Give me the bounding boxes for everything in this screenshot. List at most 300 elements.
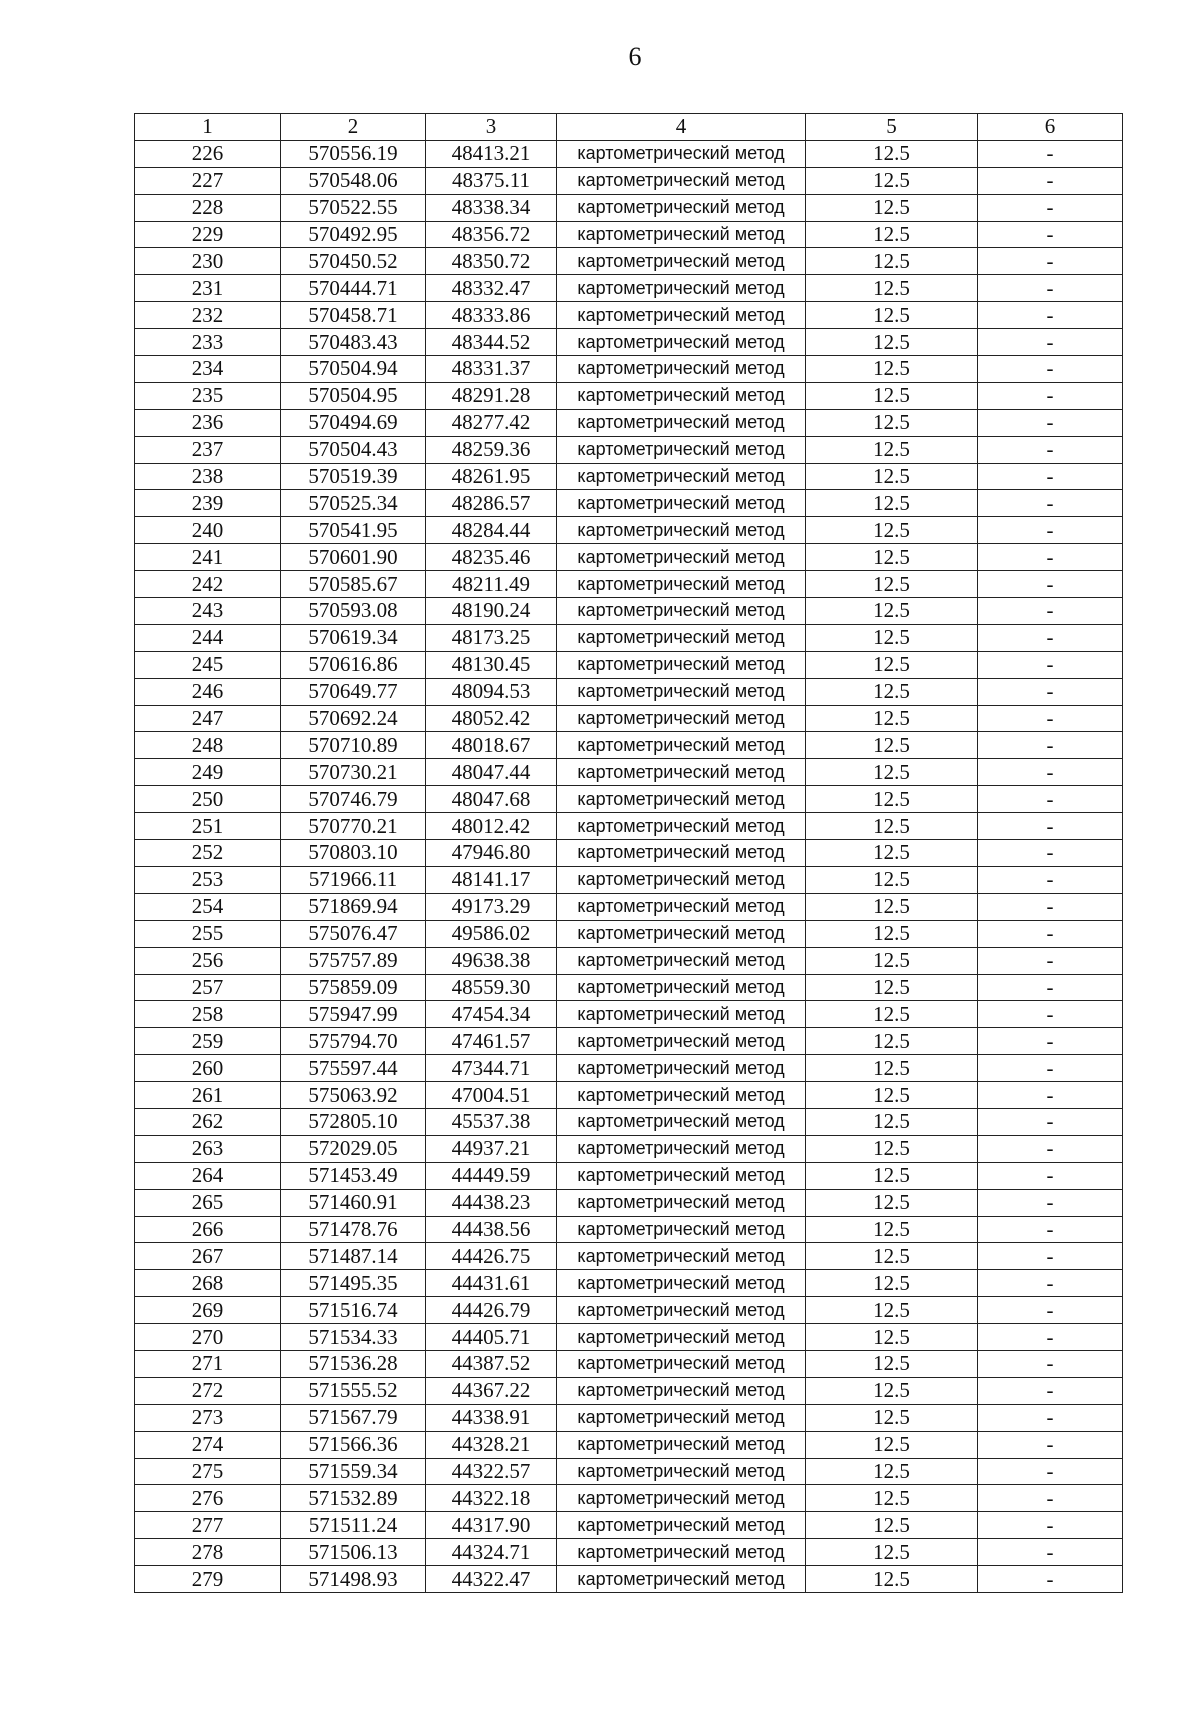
x-coordinate-cell: 571516.74 bbox=[281, 1297, 426, 1324]
y-coordinate-cell: 44367.22 bbox=[426, 1377, 557, 1404]
method-cell: картометрический метод bbox=[557, 490, 806, 517]
y-coordinate-cell: 48338.34 bbox=[426, 194, 557, 221]
table-row bbox=[135, 571, 1123, 598]
accuracy-cell: 12.5 bbox=[806, 893, 978, 920]
y-coordinate-cell: 47454.34 bbox=[426, 1001, 557, 1028]
method-cell: картометрический метод bbox=[557, 167, 806, 194]
table-row bbox=[135, 356, 1123, 383]
note-cell: - bbox=[978, 1297, 1123, 1324]
note-cell: - bbox=[978, 517, 1123, 544]
y-coordinate-cell: 48277.42 bbox=[426, 409, 557, 436]
point-number-cell: 270 bbox=[135, 1324, 281, 1351]
method-cell: картометрический метод bbox=[557, 140, 806, 167]
accuracy-cell: 12.5 bbox=[806, 490, 978, 517]
table-row bbox=[135, 1001, 1123, 1028]
table-row bbox=[135, 544, 1123, 571]
note-cell: - bbox=[978, 329, 1123, 356]
note-cell: - bbox=[978, 1458, 1123, 1485]
method-cell: картометрический метод bbox=[557, 1485, 806, 1512]
note-cell: - bbox=[978, 1189, 1123, 1216]
method-cell: картометрический метод bbox=[557, 1162, 806, 1189]
method-cell: картометрический метод bbox=[557, 1512, 806, 1539]
note-cell: - bbox=[978, 409, 1123, 436]
accuracy-cell: 12.5 bbox=[806, 759, 978, 786]
point-number-cell: 271 bbox=[135, 1350, 281, 1377]
table-row bbox=[135, 463, 1123, 490]
point-number-cell: 246 bbox=[135, 678, 281, 705]
table-row bbox=[135, 624, 1123, 651]
accuracy-cell: 12.5 bbox=[806, 1270, 978, 1297]
accuracy-cell: 12.5 bbox=[806, 866, 978, 893]
table-row bbox=[135, 1539, 1123, 1566]
point-number-cell: 242 bbox=[135, 571, 281, 598]
table-row bbox=[135, 893, 1123, 920]
point-number-cell: 266 bbox=[135, 1216, 281, 1243]
point-number-cell: 254 bbox=[135, 893, 281, 920]
point-number-cell: 241 bbox=[135, 544, 281, 571]
accuracy-cell: 12.5 bbox=[806, 1135, 978, 1162]
point-number-cell: 267 bbox=[135, 1243, 281, 1270]
table-row bbox=[135, 1216, 1123, 1243]
method-cell: картометрический метод bbox=[557, 732, 806, 759]
method-cell: картометрический метод bbox=[557, 1189, 806, 1216]
x-coordinate-cell: 575757.89 bbox=[281, 947, 426, 974]
table-row bbox=[135, 275, 1123, 302]
table-row bbox=[135, 329, 1123, 356]
note-cell: - bbox=[978, 1055, 1123, 1082]
y-coordinate-cell: 44324.71 bbox=[426, 1539, 557, 1566]
x-coordinate-cell: 570519.39 bbox=[281, 463, 426, 490]
point-number-cell: 232 bbox=[135, 302, 281, 329]
y-coordinate-cell: 44405.71 bbox=[426, 1324, 557, 1351]
method-cell: картометрический метод bbox=[557, 786, 806, 813]
y-coordinate-cell: 48012.42 bbox=[426, 813, 557, 840]
accuracy-cell: 12.5 bbox=[806, 248, 978, 275]
table-row bbox=[135, 1377, 1123, 1404]
accuracy-cell: 12.5 bbox=[806, 517, 978, 544]
method-cell: картометрический метод bbox=[557, 1350, 806, 1377]
method-cell: картометрический метод bbox=[557, 544, 806, 571]
method-cell: картометрический метод bbox=[557, 678, 806, 705]
accuracy-cell: 12.5 bbox=[806, 1404, 978, 1431]
point-number-cell: 245 bbox=[135, 651, 281, 678]
y-coordinate-cell: 48333.86 bbox=[426, 302, 557, 329]
note-cell: - bbox=[978, 598, 1123, 625]
y-coordinate-cell: 48130.45 bbox=[426, 651, 557, 678]
x-coordinate-cell: 571559.34 bbox=[281, 1458, 426, 1485]
y-coordinate-cell: 48141.17 bbox=[426, 866, 557, 893]
method-cell: картометрический метод bbox=[557, 1028, 806, 1055]
note-cell: - bbox=[978, 786, 1123, 813]
accuracy-cell: 12.5 bbox=[806, 598, 978, 625]
method-cell: картометрический метод bbox=[557, 813, 806, 840]
x-coordinate-cell: 571487.14 bbox=[281, 1243, 426, 1270]
note-cell: - bbox=[978, 544, 1123, 571]
point-number-cell: 262 bbox=[135, 1108, 281, 1135]
x-coordinate-cell: 571534.33 bbox=[281, 1324, 426, 1351]
y-coordinate-cell: 48261.95 bbox=[426, 463, 557, 490]
y-coordinate-cell: 48211.49 bbox=[426, 571, 557, 598]
y-coordinate-cell: 44449.59 bbox=[426, 1162, 557, 1189]
table-row bbox=[135, 140, 1123, 167]
y-coordinate-cell: 44438.56 bbox=[426, 1216, 557, 1243]
x-coordinate-cell: 571966.11 bbox=[281, 866, 426, 893]
method-cell: картометрический метод bbox=[557, 705, 806, 732]
accuracy-cell: 12.5 bbox=[806, 1485, 978, 1512]
header-row bbox=[135, 114, 1123, 141]
y-coordinate-cell: 47004.51 bbox=[426, 1082, 557, 1109]
table-row bbox=[135, 1350, 1123, 1377]
note-cell: - bbox=[978, 866, 1123, 893]
table-row bbox=[135, 947, 1123, 974]
point-number-cell: 263 bbox=[135, 1135, 281, 1162]
x-coordinate-cell: 575597.44 bbox=[281, 1055, 426, 1082]
method-cell: картометрический метод bbox=[557, 866, 806, 893]
y-coordinate-cell: 45537.38 bbox=[426, 1108, 557, 1135]
x-coordinate-cell: 570541.95 bbox=[281, 517, 426, 544]
table-row bbox=[135, 866, 1123, 893]
point-number-cell: 228 bbox=[135, 194, 281, 221]
x-coordinate-cell: 570616.86 bbox=[281, 651, 426, 678]
y-coordinate-cell: 48332.47 bbox=[426, 275, 557, 302]
point-number-cell: 253 bbox=[135, 866, 281, 893]
y-coordinate-cell: 48331.37 bbox=[426, 356, 557, 383]
x-coordinate-cell: 570504.43 bbox=[281, 436, 426, 463]
note-cell: - bbox=[978, 140, 1123, 167]
table-row bbox=[135, 1512, 1123, 1539]
method-cell: картометрический метод bbox=[557, 302, 806, 329]
accuracy-cell: 12.5 bbox=[806, 1512, 978, 1539]
y-coordinate-cell: 48173.25 bbox=[426, 624, 557, 651]
point-number-cell: 226 bbox=[135, 140, 281, 167]
y-coordinate-cell: 44322.18 bbox=[426, 1485, 557, 1512]
method-cell: картометрический метод bbox=[557, 356, 806, 383]
y-coordinate-cell: 48052.42 bbox=[426, 705, 557, 732]
table-row bbox=[135, 1082, 1123, 1109]
accuracy-cell: 12.5 bbox=[806, 194, 978, 221]
y-coordinate-cell: 48350.72 bbox=[426, 248, 557, 275]
method-cell: картометрический метод bbox=[557, 598, 806, 625]
column-header: 5 bbox=[806, 114, 978, 141]
table-row bbox=[135, 1431, 1123, 1458]
x-coordinate-cell: 570803.10 bbox=[281, 840, 426, 867]
note-cell: - bbox=[978, 1082, 1123, 1109]
y-coordinate-cell: 48190.24 bbox=[426, 598, 557, 625]
point-number-cell: 259 bbox=[135, 1028, 281, 1055]
y-coordinate-cell: 44387.52 bbox=[426, 1350, 557, 1377]
y-coordinate-cell: 44322.47 bbox=[426, 1566, 557, 1593]
note-cell: - bbox=[978, 275, 1123, 302]
y-coordinate-cell: 47344.71 bbox=[426, 1055, 557, 1082]
accuracy-cell: 12.5 bbox=[806, 1001, 978, 1028]
x-coordinate-cell: 570522.55 bbox=[281, 194, 426, 221]
x-coordinate-cell: 570504.94 bbox=[281, 356, 426, 383]
accuracy-cell: 12.5 bbox=[806, 275, 978, 302]
point-number-cell: 244 bbox=[135, 624, 281, 651]
note-cell: - bbox=[978, 678, 1123, 705]
table-row bbox=[135, 194, 1123, 221]
note-cell: - bbox=[978, 651, 1123, 678]
note-cell: - bbox=[978, 1512, 1123, 1539]
x-coordinate-cell: 571498.93 bbox=[281, 1566, 426, 1593]
table-row bbox=[135, 840, 1123, 867]
accuracy-cell: 12.5 bbox=[806, 409, 978, 436]
point-number-cell: 268 bbox=[135, 1270, 281, 1297]
note-cell: - bbox=[978, 1162, 1123, 1189]
note-cell: - bbox=[978, 382, 1123, 409]
y-coordinate-cell: 49638.38 bbox=[426, 947, 557, 974]
accuracy-cell: 12.5 bbox=[806, 1350, 978, 1377]
accuracy-cell: 12.5 bbox=[806, 1377, 978, 1404]
x-coordinate-cell: 570585.67 bbox=[281, 571, 426, 598]
accuracy-cell: 12.5 bbox=[806, 974, 978, 1001]
table-body bbox=[135, 140, 1123, 1592]
x-coordinate-cell: 571566.36 bbox=[281, 1431, 426, 1458]
y-coordinate-cell: 44426.75 bbox=[426, 1243, 557, 1270]
point-number-cell: 275 bbox=[135, 1458, 281, 1485]
y-coordinate-cell: 48375.11 bbox=[426, 167, 557, 194]
point-number-cell: 239 bbox=[135, 490, 281, 517]
table-row bbox=[135, 1404, 1123, 1431]
x-coordinate-cell: 570458.71 bbox=[281, 302, 426, 329]
note-cell: - bbox=[978, 1001, 1123, 1028]
table-row bbox=[135, 813, 1123, 840]
accuracy-cell: 12.5 bbox=[806, 947, 978, 974]
method-cell: картометрический метод bbox=[557, 1539, 806, 1566]
y-coordinate-cell: 48413.21 bbox=[426, 140, 557, 167]
method-cell: картометрический метод bbox=[557, 1377, 806, 1404]
method-cell: картометрический метод bbox=[557, 1108, 806, 1135]
note-cell: - bbox=[978, 1431, 1123, 1458]
method-cell: картометрический метод bbox=[557, 1243, 806, 1270]
x-coordinate-cell: 570619.34 bbox=[281, 624, 426, 651]
x-coordinate-cell: 570601.90 bbox=[281, 544, 426, 571]
note-cell: - bbox=[978, 759, 1123, 786]
point-number-cell: 250 bbox=[135, 786, 281, 813]
method-cell: картометрический метод bbox=[557, 651, 806, 678]
note-cell: - bbox=[978, 302, 1123, 329]
point-number-cell: 269 bbox=[135, 1297, 281, 1324]
point-number-cell: 248 bbox=[135, 732, 281, 759]
point-number-cell: 249 bbox=[135, 759, 281, 786]
accuracy-cell: 12.5 bbox=[806, 732, 978, 759]
accuracy-cell: 12.5 bbox=[806, 1458, 978, 1485]
accuracy-cell: 12.5 bbox=[806, 1189, 978, 1216]
point-number-cell: 278 bbox=[135, 1539, 281, 1566]
x-coordinate-cell: 571555.52 bbox=[281, 1377, 426, 1404]
x-coordinate-cell: 571506.13 bbox=[281, 1539, 426, 1566]
table-row bbox=[135, 1108, 1123, 1135]
y-coordinate-cell: 49586.02 bbox=[426, 920, 557, 947]
table-row bbox=[135, 167, 1123, 194]
accuracy-cell: 12.5 bbox=[806, 140, 978, 167]
table-row bbox=[135, 732, 1123, 759]
point-number-cell: 238 bbox=[135, 463, 281, 490]
y-coordinate-cell: 44328.21 bbox=[426, 1431, 557, 1458]
method-cell: картометрический метод bbox=[557, 1082, 806, 1109]
note-cell: - bbox=[978, 624, 1123, 651]
note-cell: - bbox=[978, 1028, 1123, 1055]
x-coordinate-cell: 570548.06 bbox=[281, 167, 426, 194]
x-coordinate-cell: 570483.43 bbox=[281, 329, 426, 356]
method-cell: картометрический метод bbox=[557, 463, 806, 490]
table-row bbox=[135, 1189, 1123, 1216]
y-coordinate-cell: 48559.30 bbox=[426, 974, 557, 1001]
x-coordinate-cell: 570746.79 bbox=[281, 786, 426, 813]
method-cell: картометрический метод bbox=[557, 840, 806, 867]
note-cell: - bbox=[978, 732, 1123, 759]
point-number-cell: 265 bbox=[135, 1189, 281, 1216]
method-cell: картометрический метод bbox=[557, 974, 806, 1001]
point-number-cell: 236 bbox=[135, 409, 281, 436]
table-row bbox=[135, 1162, 1123, 1189]
point-number-cell: 257 bbox=[135, 974, 281, 1001]
accuracy-cell: 12.5 bbox=[806, 544, 978, 571]
point-number-cell: 240 bbox=[135, 517, 281, 544]
accuracy-cell: 12.5 bbox=[806, 302, 978, 329]
column-header: 2 bbox=[281, 114, 426, 141]
point-number-cell: 258 bbox=[135, 1001, 281, 1028]
note-cell: - bbox=[978, 813, 1123, 840]
x-coordinate-cell: 571453.49 bbox=[281, 1162, 426, 1189]
y-coordinate-cell: 44431.61 bbox=[426, 1270, 557, 1297]
accuracy-cell: 12.5 bbox=[806, 1297, 978, 1324]
x-coordinate-cell: 570504.95 bbox=[281, 382, 426, 409]
note-cell: - bbox=[978, 167, 1123, 194]
accuracy-cell: 12.5 bbox=[806, 1566, 978, 1593]
method-cell: картометрический метод bbox=[557, 893, 806, 920]
y-coordinate-cell: 48094.53 bbox=[426, 678, 557, 705]
y-coordinate-cell: 48018.67 bbox=[426, 732, 557, 759]
accuracy-cell: 12.5 bbox=[806, 167, 978, 194]
y-coordinate-cell: 48291.28 bbox=[426, 382, 557, 409]
point-number-cell: 252 bbox=[135, 840, 281, 867]
note-cell: - bbox=[978, 1270, 1123, 1297]
point-number-cell: 247 bbox=[135, 705, 281, 732]
accuracy-cell: 12.5 bbox=[806, 329, 978, 356]
point-number-cell: 234 bbox=[135, 356, 281, 383]
point-number-cell: 231 bbox=[135, 275, 281, 302]
point-number-cell: 279 bbox=[135, 1566, 281, 1593]
method-cell: картометрический метод bbox=[557, 1055, 806, 1082]
point-number-cell: 274 bbox=[135, 1431, 281, 1458]
point-number-cell: 237 bbox=[135, 436, 281, 463]
note-cell: - bbox=[978, 194, 1123, 221]
table-row bbox=[135, 1324, 1123, 1351]
method-cell: картометрический метод bbox=[557, 1216, 806, 1243]
note-cell: - bbox=[978, 893, 1123, 920]
note-cell: - bbox=[978, 1108, 1123, 1135]
column-header: 4 bbox=[557, 114, 806, 141]
method-cell: картометрический метод bbox=[557, 1404, 806, 1431]
note-cell: - bbox=[978, 248, 1123, 275]
method-cell: картометрический метод bbox=[557, 275, 806, 302]
method-cell: картометрический метод bbox=[557, 1566, 806, 1593]
note-cell: - bbox=[978, 463, 1123, 490]
table-row bbox=[135, 974, 1123, 1001]
y-coordinate-cell: 44322.57 bbox=[426, 1458, 557, 1485]
method-cell: картометрический метод bbox=[557, 571, 806, 598]
point-number-cell: 229 bbox=[135, 221, 281, 248]
table-row bbox=[135, 1243, 1123, 1270]
accuracy-cell: 12.5 bbox=[806, 1082, 978, 1109]
coordinates-table bbox=[134, 113, 1123, 1593]
x-coordinate-cell: 570692.24 bbox=[281, 705, 426, 732]
x-coordinate-cell: 571567.79 bbox=[281, 1404, 426, 1431]
accuracy-cell: 12.5 bbox=[806, 436, 978, 463]
point-number-cell: 255 bbox=[135, 920, 281, 947]
accuracy-cell: 12.5 bbox=[806, 1431, 978, 1458]
method-cell: картометрический метод bbox=[557, 1297, 806, 1324]
x-coordinate-cell: 571478.76 bbox=[281, 1216, 426, 1243]
note-cell: - bbox=[978, 840, 1123, 867]
accuracy-cell: 12.5 bbox=[806, 1539, 978, 1566]
accuracy-cell: 12.5 bbox=[806, 920, 978, 947]
column-header: 6 bbox=[978, 114, 1123, 141]
table-row bbox=[135, 598, 1123, 625]
y-coordinate-cell: 48047.68 bbox=[426, 786, 557, 813]
accuracy-cell: 12.5 bbox=[806, 1055, 978, 1082]
accuracy-cell: 12.5 bbox=[806, 1324, 978, 1351]
accuracy-cell: 12.5 bbox=[806, 382, 978, 409]
y-coordinate-cell: 44438.23 bbox=[426, 1189, 557, 1216]
x-coordinate-cell: 575076.47 bbox=[281, 920, 426, 947]
y-coordinate-cell: 48356.72 bbox=[426, 221, 557, 248]
y-coordinate-cell: 44937.21 bbox=[426, 1135, 557, 1162]
table-row bbox=[135, 705, 1123, 732]
x-coordinate-cell: 570556.19 bbox=[281, 140, 426, 167]
table-row bbox=[135, 490, 1123, 517]
note-cell: - bbox=[978, 1350, 1123, 1377]
method-cell: картометрический метод bbox=[557, 1001, 806, 1028]
note-cell: - bbox=[978, 1539, 1123, 1566]
method-cell: картометрический метод bbox=[557, 624, 806, 651]
x-coordinate-cell: 575859.09 bbox=[281, 974, 426, 1001]
x-coordinate-cell: 571511.24 bbox=[281, 1512, 426, 1539]
x-coordinate-cell: 570444.71 bbox=[281, 275, 426, 302]
column-header: 1 bbox=[135, 114, 281, 141]
note-cell: - bbox=[978, 1404, 1123, 1431]
method-cell: картометрический метод bbox=[557, 221, 806, 248]
y-coordinate-cell: 48235.46 bbox=[426, 544, 557, 571]
method-cell: картометрический метод bbox=[557, 329, 806, 356]
note-cell: - bbox=[978, 571, 1123, 598]
x-coordinate-cell: 571495.35 bbox=[281, 1270, 426, 1297]
note-cell: - bbox=[978, 356, 1123, 383]
note-cell: - bbox=[978, 1243, 1123, 1270]
y-coordinate-cell: 47461.57 bbox=[426, 1028, 557, 1055]
y-coordinate-cell: 48259.36 bbox=[426, 436, 557, 463]
y-coordinate-cell: 44317.90 bbox=[426, 1512, 557, 1539]
method-cell: картометрический метод bbox=[557, 1324, 806, 1351]
note-cell: - bbox=[978, 1566, 1123, 1593]
table-row bbox=[135, 1055, 1123, 1082]
method-cell: картометрический метод bbox=[557, 759, 806, 786]
table-row bbox=[135, 920, 1123, 947]
y-coordinate-cell: 48344.52 bbox=[426, 329, 557, 356]
x-coordinate-cell: 571536.28 bbox=[281, 1350, 426, 1377]
table-row bbox=[135, 221, 1123, 248]
note-cell: - bbox=[978, 1485, 1123, 1512]
y-coordinate-cell: 48284.44 bbox=[426, 517, 557, 544]
table-row bbox=[135, 1028, 1123, 1055]
x-coordinate-cell: 575947.99 bbox=[281, 1001, 426, 1028]
x-coordinate-cell: 570730.21 bbox=[281, 759, 426, 786]
method-cell: картометрический метод bbox=[557, 248, 806, 275]
table-row bbox=[135, 1270, 1123, 1297]
point-number-cell: 256 bbox=[135, 947, 281, 974]
y-coordinate-cell: 47946.80 bbox=[426, 840, 557, 867]
